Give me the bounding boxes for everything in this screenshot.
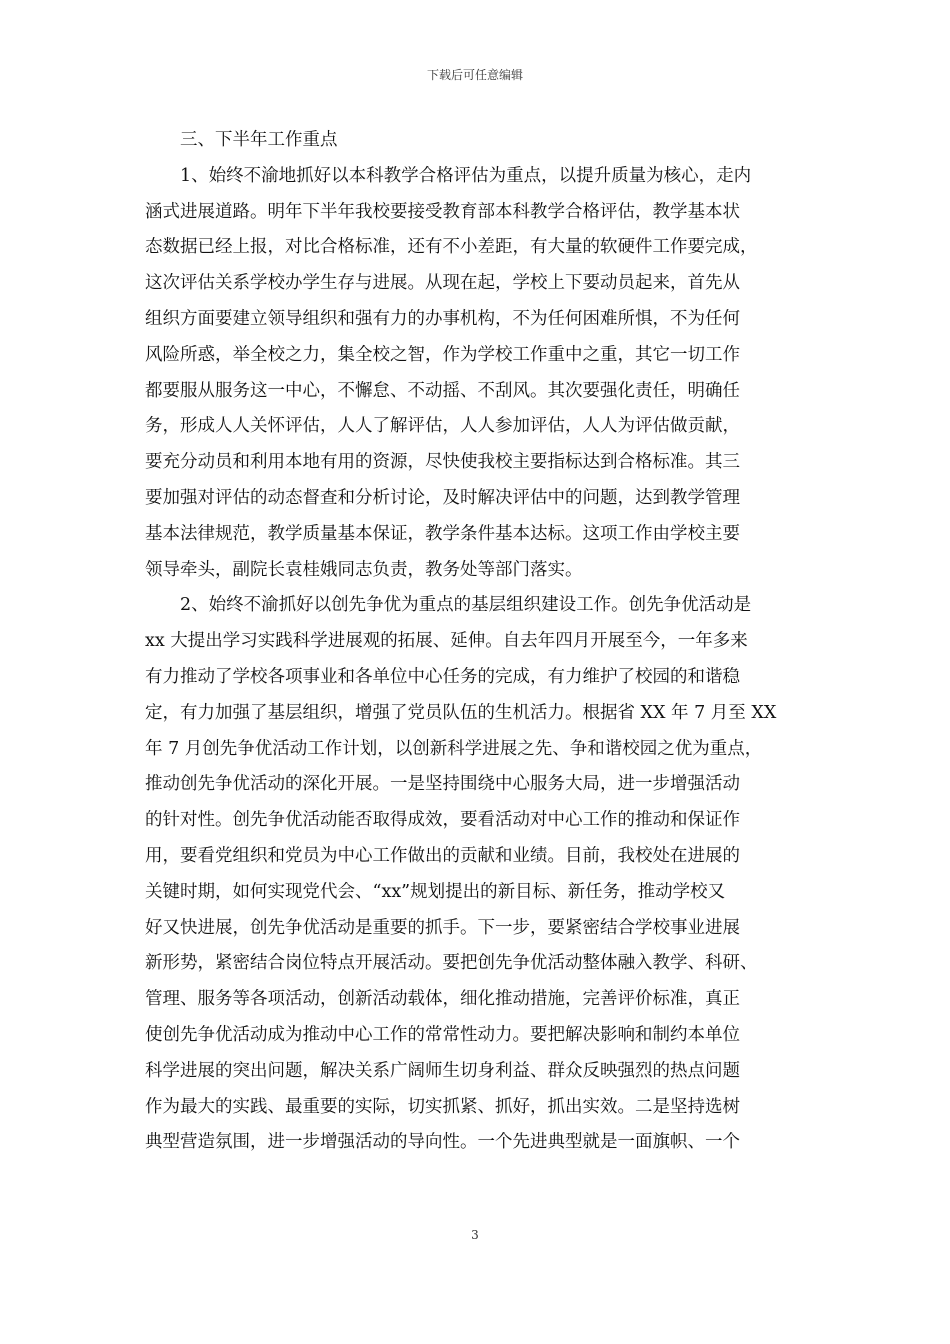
paragraph-line: 作为最大的实践、最重要的实际，切实抓紧、抓好，抓出实效。二是坚持选树 [145, 1096, 740, 1117]
paragraph-line: 定，有力加强了基层组织，增强了党员队伍的生机活力。根据省 XX 年 7 月至 XX [145, 702, 777, 723]
paragraph-line: 用，要看党组织和党员为中心工作做出的贡献和业绩。目前，我校处在进展的 [145, 845, 740, 866]
paragraph-line: 涵式进展道路。明年下半年我校要接受教育部本科教学合格评估，教学基本状 [145, 201, 740, 222]
paragraph-line: 管理、服务等各项活动，创新活动载体，细化推动措施，完善评价标准，真正 [145, 989, 740, 1010]
paragraph-line: 关键时期，如何实现党代会、“xx”规划提出的新目标、新任务，推动学校又 [145, 881, 726, 902]
page-number: 3 [471, 1228, 479, 1242]
paragraph-line: 这次评估关系学校办学生存与进展。从现在起，学校上下要动员起来，首先从 [145, 273, 740, 294]
paragraph-line: 领导牵头，副院长袁桂娥同志负责，教务处等部门落实。 [145, 559, 583, 580]
paragraph-line: 2、始终不渝抓好以创先争优为重点的基层组织建设工作。创先争优活动是 [180, 595, 752, 616]
paragraph-line: 的针对性。创先争优活动能否取得成效，要看活动对中心工作的推动和保证作 [145, 810, 740, 831]
paragraph-line: 要充分动员和利用本地有用的资源，尽快使我校主要指标达到合格标准。其三 [145, 452, 740, 473]
paragraph-line: 务，形成人人关怀评估，人人了解评估，人人参加评估，人人为评估做贡献， [145, 416, 740, 437]
paragraph-line: 态数据已经上报，对比合格标准，还有不小差距，有大量的软硬件工作要完成， [145, 237, 758, 258]
paragraph-line: 科学进展的突出问题，解决关系广阔师生切身利益、群众反映强烈的热点问题 [145, 1060, 740, 1081]
paragraph-line: 基本法律规范，教学质量基本保证，教学条件基本达标。这项工作由学校主要 [145, 523, 740, 544]
paragraph-line: 使创先争优活动成为推动中心工作的常常性动力。要把解决影响和制约本单位 [145, 1024, 740, 1045]
paragraph-line: 组织方面要建立领导组织和强有力的办事机构，不为任何困难所惧，不为任何 [145, 308, 740, 329]
paragraph-line: 典型营造氛围，进一步增强活动的导向性。一个先进典型就是一面旗帜、一个 [145, 1132, 740, 1153]
paragraph-line: 都要服从服务这一中心，不懈怠、不动摇、不刮风。其次要强化责任，明确任 [145, 380, 740, 401]
paragraph-line: 新形势，紧密结合岗位特点开展活动。要把创先争优活动整体融入教学、科研、 [145, 953, 758, 974]
document-body [145, 123, 813, 1161]
paragraph-line: xx 大提出学习实践科学进展观的拓展、延伸。自去年四月开展至今，一年多来 [145, 631, 748, 652]
paragraph-line: 有力推动了学校各项事业和各单位中心任务的完成，有力维护了校园的和谐稳 [145, 666, 740, 687]
paragraph-line: 推动创先争优活动的深化开展。一是坚持围绕中心服务大局，进一步增强活动 [145, 774, 740, 795]
paragraph-line: 好又快进展，创先争优活动是重要的抓手。下一步，要紧密结合学校事业进展 [145, 917, 740, 938]
paragraph-line: 风险所惑，举全校之力，集全校之智，作为学校工作重中之重，其它一切工作 [145, 344, 740, 365]
section-heading: 三、下半年工作重点 [180, 130, 338, 150]
paragraph-line: 要加强对评估的动态督查和分析讨论，及时解决评估中的问题，达到教学管理 [145, 487, 740, 508]
paragraph-line: 1、始终不渝地抓好以本科教学合格评估为重点，以提升质量为核心，走内 [180, 165, 752, 186]
page-header: 下载后可任意编辑 [426, 68, 523, 82]
paragraph-line: 年 7 月创先争优活动工作计划，以创新科学进展之先、争和谐校园之优为重点， [145, 738, 763, 759]
